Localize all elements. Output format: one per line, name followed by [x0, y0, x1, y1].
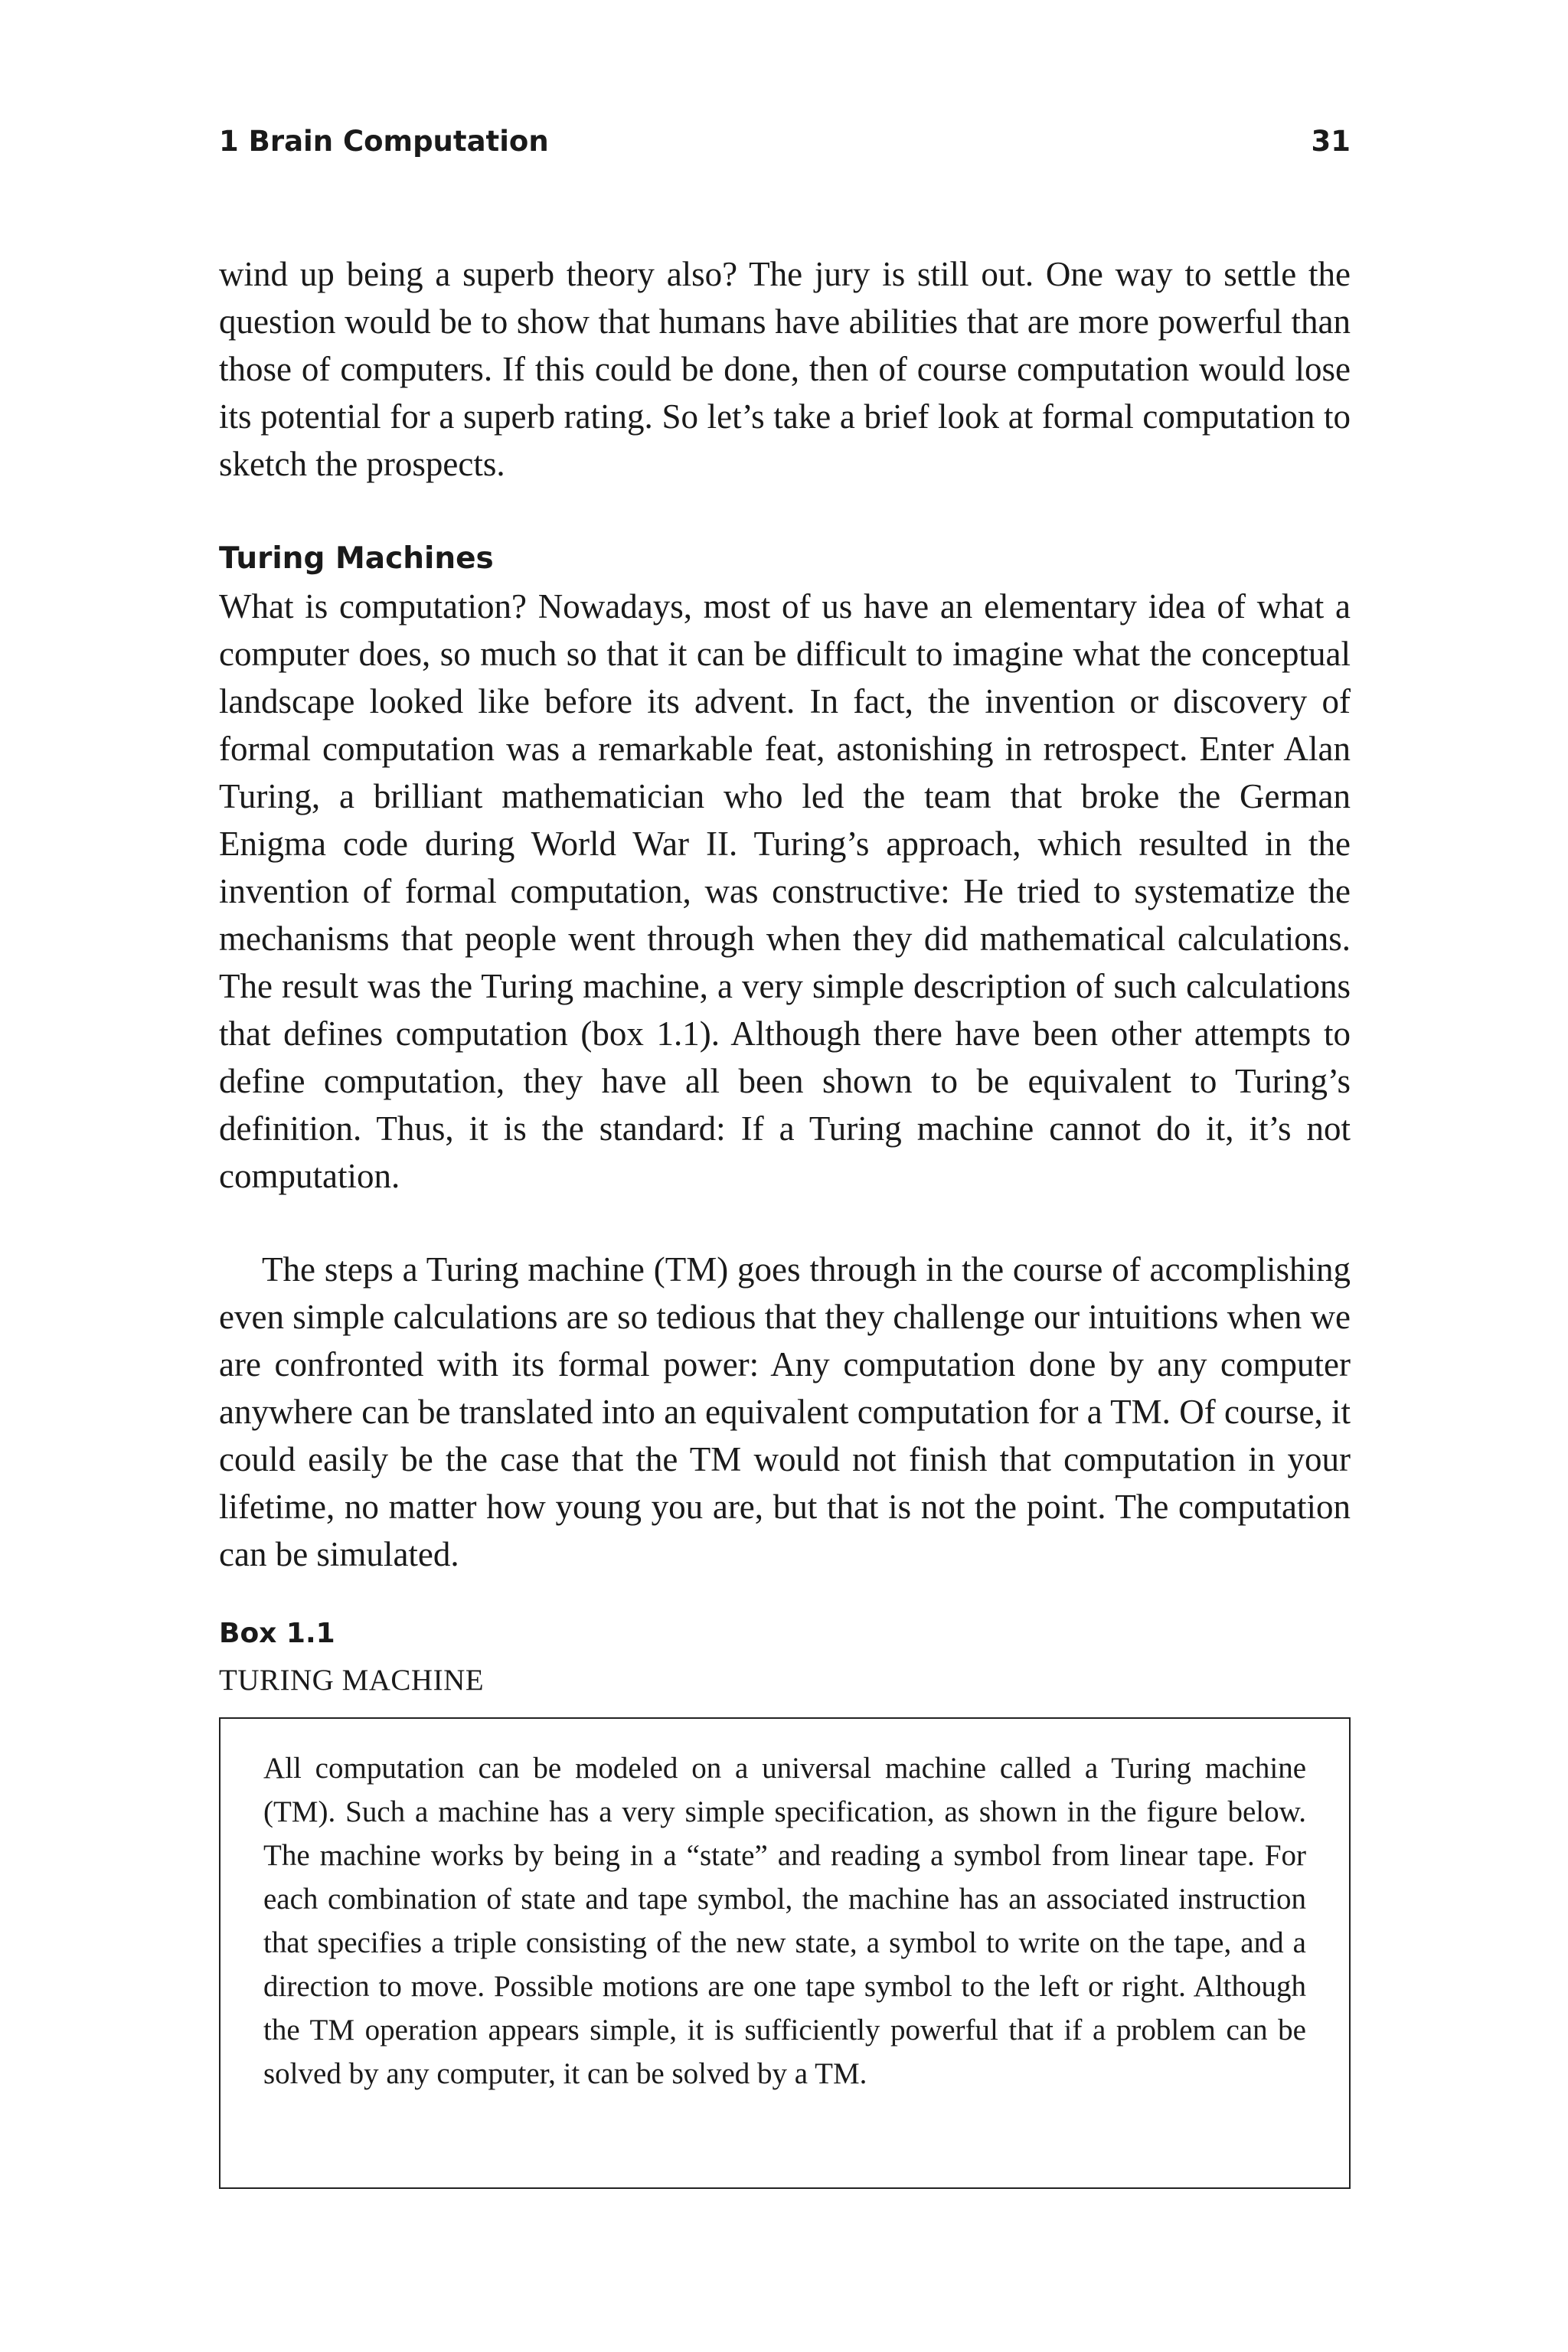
box-title: TURING MACHINE	[219, 1664, 485, 1697]
chapter-title: 1 Brain Computation	[219, 125, 549, 158]
book-page	[219, 0, 1351, 2352]
running-head	[219, 122, 1351, 161]
paragraph-computation: What is computation? Nowadays, most of us have an elementary idea of what a computer does, so much so that it can be difficult to imagine what the conceptual landscape looked like before its advent. In fact, the invention or discovery of formal computation was a remarkable feat, astonishing in retrospect. Enter Alan Turing, a brilliant mathematician who led the team that broke the German Enigma code during World War II. Turing’s approach, which resulted in the invention of formal computation, was constructive: He tried to systematize the mechanisms that people went through when they did mathematical calculations. The result was the Turing machine, a very simple description of such calculations that defines computation (box 1.1). Although there have been other attempts to define computation, they have all been shown to be equivalent to Turing’s definition. Thus, it is the standard: If a Turing machine cannot do it, it’s not computation.	[219, 587, 1351, 1195]
paragraph-intro: wind up being a superb theory also? The jury is still out. One way to settle the question would be to show that humans have abilities that are more powerful than those of computers. If this could be done, then of course computation would lose its potential for a superb rating. So let’s take a brief look at formal computation to sketch the prospects.	[219, 255, 1351, 483]
page-number: 31	[1311, 125, 1351, 158]
box-frame	[219, 1717, 1351, 2189]
paragraph-tm-steps: The steps a Turing machine (TM) goes through in the course of accomplishing even simple calculations are so tedious that they challenge our intuitions when we are confronted with its formal power: Any computation done by any computer anywhere can be translated into an equivalent computation for a TM. Of course, it could easily be the case that the TM would not finish that computation in your lifetime, no matter how young you are, but that is not the point. The computation can be simulated.	[219, 1250, 1351, 1573]
box-text: All computation can be modeled on a universal machine called a Turing machine (TM). Such a machine has a very simple specification, as shown in the figure below. The machine works by being in a “state” and reading a symbol from linear tape. For each combination of state and tape symbol, the machine has an associated instruction that specifies a triple consisting of the new state, a symbol to write on the tape, and a direction to move. Possible motions are one tape symbol to the left or right. Although the TM operation appears simple, it is sufficiently powerful that if a problem can be solved by any computer, it can be solved by a TM.	[263, 1752, 1306, 2090]
section-heading: Turing Machines	[219, 541, 494, 576]
box-label: Box 1.1	[219, 1618, 335, 1649]
